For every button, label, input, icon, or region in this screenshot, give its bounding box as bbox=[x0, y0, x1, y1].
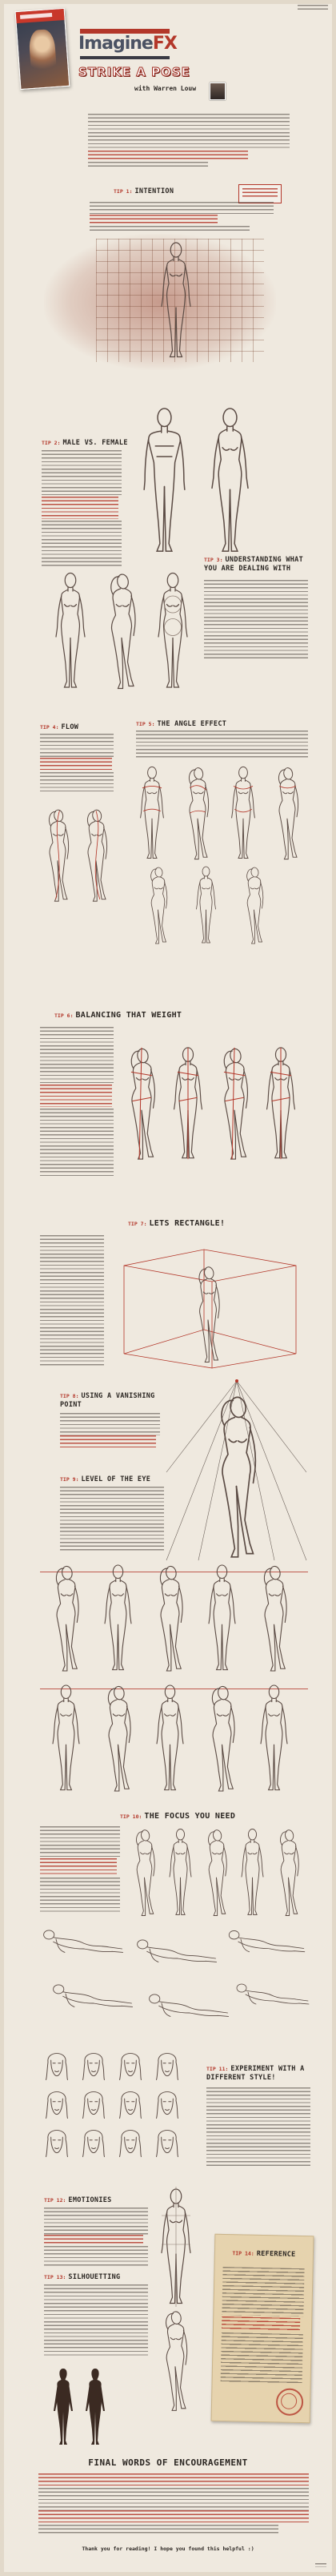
tip-1-heading bbox=[114, 187, 234, 196]
cover-artwork bbox=[28, 29, 57, 78]
anatomy-figure bbox=[98, 565, 146, 697]
tip-12-text bbox=[44, 2246, 148, 2267]
tip-number: TIP 10: bbox=[120, 1813, 142, 1820]
final-words-heading: FINAL WORDS OF ENCOURAGEMENT bbox=[88, 2457, 248, 2468]
balance-figure bbox=[118, 1029, 165, 1177]
standing-sketch bbox=[150, 2308, 200, 2413]
tip-4-highlight-text bbox=[40, 758, 112, 772]
eye-level-figure bbox=[96, 1562, 140, 1674]
eye-level-figure bbox=[44, 1682, 88, 1794]
tip-13-heading bbox=[44, 2273, 148, 2282]
reclining-figure bbox=[132, 1932, 220, 1967]
page-number bbox=[315, 2563, 326, 2567]
masthead-tag bbox=[298, 5, 328, 12]
tip-7-text bbox=[40, 1235, 104, 1366]
tip-1-text bbox=[90, 226, 250, 233]
tip-title: USING A VANISHING POINT bbox=[60, 1392, 155, 1409]
angle-figure bbox=[132, 765, 172, 861]
tip-7-heading bbox=[128, 1218, 288, 1230]
focus-figure bbox=[126, 1826, 162, 1918]
logo-fx: FX bbox=[152, 34, 177, 54]
tip-number: TIP 2: bbox=[42, 440, 61, 446]
style-head-sketch bbox=[115, 2047, 146, 2082]
cover-masthead bbox=[16, 9, 65, 23]
final-words-highlight-text bbox=[38, 2510, 309, 2525]
intro-text bbox=[88, 114, 290, 151]
tip-1-highlight-text bbox=[90, 215, 218, 226]
tip-8-text bbox=[60, 1413, 160, 1435]
focus-figure bbox=[234, 1826, 270, 1918]
angle-figure bbox=[140, 865, 176, 945]
silhouette-figure bbox=[46, 2367, 80, 2447]
eye-level-figure bbox=[252, 1682, 296, 1794]
style-head-sketch bbox=[78, 2123, 109, 2159]
intro-text bbox=[88, 162, 208, 168]
intro-highlight-text bbox=[88, 151, 248, 162]
approval-stamp-icon bbox=[276, 2388, 304, 2416]
focus-figure bbox=[162, 1826, 198, 1918]
tip-11-text bbox=[206, 2087, 310, 2167]
reclining-figure bbox=[224, 1922, 308, 1958]
final-words-text bbox=[38, 2525, 278, 2536]
angle-figure bbox=[223, 765, 263, 861]
eye-level-figure bbox=[148, 1682, 192, 1794]
tip-title: UNDERSTANDING WHAT YOU ARE DEALING WITH bbox=[204, 556, 303, 573]
tip-title: EMOTIONIES bbox=[68, 2196, 112, 2204]
article-title: STRIKE A POSE bbox=[78, 65, 190, 79]
style-head-sketch bbox=[152, 2123, 182, 2159]
tip-14-reference-note bbox=[211, 2234, 314, 2424]
tip-number: TIP 4: bbox=[40, 724, 59, 731]
tip-title: INTENTION bbox=[134, 187, 174, 195]
tip-13-text bbox=[44, 2284, 148, 2358]
eye-level-figure bbox=[44, 1562, 88, 1674]
tip-10-highlight-text bbox=[40, 1858, 117, 1876]
reclining-figure bbox=[144, 1986, 232, 2022]
tip-8-vanishing-point-figure bbox=[166, 1376, 306, 1562]
tip-11-heading bbox=[206, 2065, 314, 2083]
author-byline: with Warren Louw bbox=[134, 85, 197, 92]
tip-title: MALE VS. FEMALE bbox=[62, 439, 128, 447]
style-head-sketch bbox=[42, 2123, 72, 2159]
tip-8-highlight-text bbox=[60, 1435, 156, 1450]
tip-9-text bbox=[60, 1487, 164, 1551]
angle-figure bbox=[188, 865, 224, 945]
thanks-message: Thank you for reading! I hope you found this helpful :) bbox=[82, 2546, 254, 2552]
anatomy-figure bbox=[46, 565, 94, 697]
eye-level-figure bbox=[200, 1562, 244, 1674]
tip-number: TIP 6: bbox=[54, 1012, 74, 1019]
tip-number: TIP 1: bbox=[114, 188, 133, 195]
imaginefx-logo bbox=[78, 34, 177, 54]
tip-title: BALANCING THAT WEIGHT bbox=[75, 1011, 182, 1020]
tip-number: TIP 7: bbox=[128, 1221, 147, 1227]
logo-subbar bbox=[80, 56, 170, 59]
tip-2-text bbox=[42, 450, 122, 495]
tip-title: SILHOUETTING bbox=[68, 2273, 121, 2281]
tip-10-text bbox=[40, 1878, 120, 1913]
tip-14-highlight-text bbox=[222, 2316, 300, 2332]
angle-figure bbox=[267, 765, 307, 861]
tip-number: TIP 13: bbox=[44, 2274, 66, 2280]
angle-figure bbox=[236, 865, 272, 945]
tip-title: THE FOCUS YOU NEED bbox=[144, 1812, 236, 1821]
tip-14-text bbox=[221, 2332, 303, 2384]
style-head-sketch bbox=[42, 2047, 72, 2082]
tip-number: TIP 3: bbox=[204, 557, 223, 563]
tip-title: FLOW bbox=[61, 723, 79, 731]
tip-number: TIP 14: bbox=[232, 2250, 254, 2257]
tip-number: TIP 8: bbox=[60, 1393, 79, 1399]
flow-figure bbox=[77, 797, 115, 913]
logo-main: Imagine bbox=[78, 34, 153, 54]
balance-figure bbox=[165, 1029, 211, 1177]
final-words-highlight-text bbox=[38, 2473, 309, 2488]
reclining-figure bbox=[232, 1975, 312, 2010]
balance-figure bbox=[258, 1029, 304, 1177]
style-head-sketch bbox=[42, 2085, 72, 2120]
tip-title: LETS RECTANGLE! bbox=[149, 1219, 226, 1228]
female-figure bbox=[200, 405, 260, 557]
silhouette-figure bbox=[78, 2367, 112, 2447]
style-head-sketch bbox=[115, 2123, 146, 2159]
tip-14-text bbox=[222, 2267, 304, 2316]
tip-6-heading bbox=[54, 1010, 262, 1021]
tip-14-heading bbox=[215, 2249, 313, 2260]
tip-5-text bbox=[136, 731, 308, 758]
tip-title: REFERENCE bbox=[256, 2249, 296, 2259]
tip-4-heading bbox=[40, 723, 112, 732]
tip-4-text bbox=[40, 734, 114, 758]
tip-2-text bbox=[42, 521, 122, 569]
reclining-figure bbox=[48, 1977, 136, 2012]
tip-number: TIP 5: bbox=[136, 721, 155, 727]
tip-10-text bbox=[40, 1826, 120, 1858]
tip-title: LEVEL OF THE EYE bbox=[81, 1475, 151, 1483]
tip-12-highlight-text bbox=[44, 2235, 143, 2246]
tip-6-highlight-text bbox=[40, 1085, 112, 1107]
author-portrait bbox=[210, 83, 226, 100]
style-head-sketch bbox=[152, 2047, 182, 2082]
tip-number: TIP 9: bbox=[60, 1476, 79, 1483]
tip-10-heading bbox=[120, 1811, 280, 1822]
tip-number: TIP 12: bbox=[44, 2197, 66, 2204]
style-head-sketch bbox=[152, 2085, 182, 2120]
tip-8-heading bbox=[60, 1392, 172, 1410]
tip-6-text bbox=[40, 1109, 114, 1177]
tip-9-heading bbox=[60, 1475, 164, 1484]
style-head-sketch bbox=[115, 2085, 146, 2120]
eye-level-figure bbox=[148, 1562, 192, 1674]
note-text bbox=[242, 188, 278, 199]
angle-figure bbox=[178, 765, 218, 861]
flow-figure bbox=[38, 797, 77, 913]
tip-12-heading bbox=[44, 2196, 148, 2205]
tip-number: TIP 11: bbox=[206, 2066, 229, 2072]
eye-level-figure bbox=[96, 1682, 140, 1794]
tip-5-heading bbox=[136, 720, 296, 729]
eye-level-figure bbox=[252, 1562, 296, 1674]
tip-3-heading bbox=[204, 556, 316, 574]
tip-2-highlight-text bbox=[42, 497, 118, 519]
tip-2-heading bbox=[42, 439, 138, 448]
magazine-cover-image bbox=[15, 8, 70, 90]
eye-level-figure bbox=[200, 1682, 244, 1794]
tip-1-text bbox=[90, 202, 274, 215]
tip-7-rectangle-construction bbox=[108, 1234, 308, 1370]
style-head-sketch bbox=[78, 2047, 109, 2082]
tip-1-note bbox=[238, 184, 282, 203]
focus-figure bbox=[198, 1826, 234, 1918]
tip-3-text bbox=[204, 580, 308, 660]
tip-12-text bbox=[44, 2208, 148, 2235]
intention-figure bbox=[144, 240, 208, 360]
tip-title: EXPERIMENT WITH A DIFFERENT STYLE! bbox=[206, 2065, 305, 2082]
male-figure bbox=[134, 405, 194, 557]
standing-sketch bbox=[152, 2187, 200, 2307]
tip-title: THE ANGLE EFFECT bbox=[157, 720, 227, 728]
style-head-sketch bbox=[78, 2085, 109, 2120]
reclining-figure bbox=[38, 1922, 126, 1958]
tip-6-text bbox=[40, 1027, 114, 1083]
tip-4-text bbox=[40, 772, 114, 791]
anatomy-figure bbox=[149, 565, 197, 697]
balance-figure bbox=[211, 1029, 258, 1177]
focus-figure bbox=[270, 1826, 306, 1918]
final-words-text bbox=[38, 2488, 309, 2510]
